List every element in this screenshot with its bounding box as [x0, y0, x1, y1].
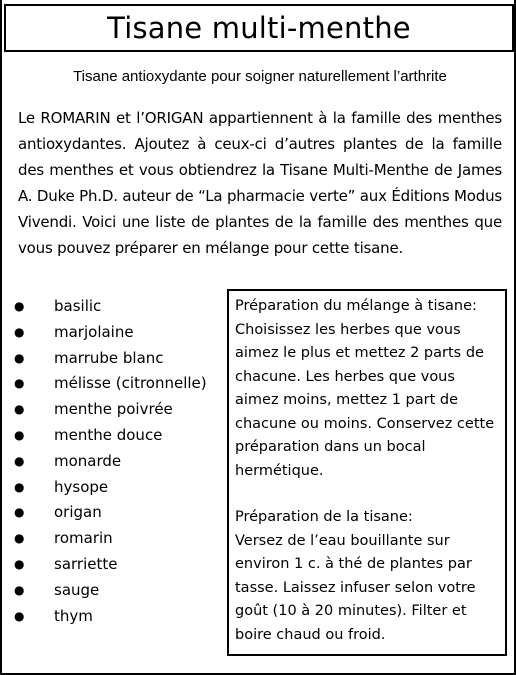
bullet-icon: ● — [14, 350, 25, 365]
bullet-icon: ● — [14, 324, 25, 339]
bullet-icon: ● — [14, 556, 25, 571]
list-item — [14, 526, 244, 552]
intro-paragraph: Le ROMARIN et l’ORIGAN appartiennent à la famille des menthes antioxydantes. Ajoutez à ceux-ci d’autres plantes de la famille des menthes et vous obtiendrez la Tisane Multi-Menthe de James A. Duke Ph.D. auteur de “La pharmacie verte” aux Éditions Modus Vivendi. Voici une liste de plantes de la famille des menthes que vous pouvez préparer en mélange pour cette tisane. — [18, 109, 502, 257]
bullet-icon: ● — [14, 505, 25, 520]
list-item — [14, 397, 244, 423]
page-subtitle: Tisane antioxydante pour soigner naturellement l’arthrite — [73, 68, 447, 85]
list-item — [14, 604, 244, 630]
bullet-icon: ● — [14, 299, 25, 313]
list-item — [14, 449, 244, 475]
list-item — [14, 578, 244, 604]
bullet-icon: ● — [14, 479, 25, 494]
plant-name: basilic — [54, 297, 102, 315]
list-item — [14, 475, 244, 501]
bullet-icon: ● — [14, 402, 25, 417]
bullet-icon: ● — [14, 531, 25, 546]
plant-list — [14, 294, 244, 629]
plant-name: romarin — [54, 529, 113, 548]
list-item — [14, 500, 244, 526]
plant-name: marjolaine — [54, 322, 134, 341]
plant-name: origan — [54, 503, 102, 522]
plant-name: sarriette — [54, 554, 118, 573]
plant-name: monarde — [54, 451, 122, 470]
tea-instructions: Versez de l’eau bouillante sur environ 1 c. à thé de plantes par tasse. Laissez infuser selon votre goût (10 à 20 minutes). Filter et boire chaud ou froid. — [235, 532, 476, 643]
plant-name: sauge — [54, 580, 100, 599]
blend-heading: Préparation du mélange à tisane: — [235, 298, 477, 314]
plant-name: marrube blanc — [54, 348, 164, 367]
list-item — [14, 346, 244, 372]
list-item — [14, 552, 244, 578]
blend-instructions: Choisissez les herbes que vous aimez le plus et mettez 2 parts de chacune. Les herbes que vous aimez moins, mettez 1 part de chacune ou moins. Conservez cette préparation dans un bocal hermétique. — [235, 321, 495, 479]
preparation-box — [227, 289, 507, 656]
plant-name: mélisse (citronnelle) — [54, 374, 207, 393]
tea-heading: Préparation de la tisane: — [235, 509, 413, 525]
plant-name: thym — [54, 606, 93, 625]
plant-name: menthe poivrée — [54, 400, 173, 419]
plant-name: menthe douce — [54, 425, 163, 444]
section-spacer — [235, 483, 501, 506]
list-item — [14, 294, 244, 320]
list-item — [14, 423, 244, 449]
bullet-icon: ● — [14, 608, 25, 623]
page-title: Tisane multi-menthe — [4, 4, 514, 52]
bullet-icon: ● — [14, 582, 25, 597]
bullet-icon: ● — [14, 376, 25, 391]
bullet-icon: ● — [14, 453, 25, 468]
list-item — [14, 371, 244, 397]
plant-name: hysope — [54, 477, 109, 496]
bullet-icon: ● — [14, 427, 25, 442]
list-item — [14, 320, 244, 346]
